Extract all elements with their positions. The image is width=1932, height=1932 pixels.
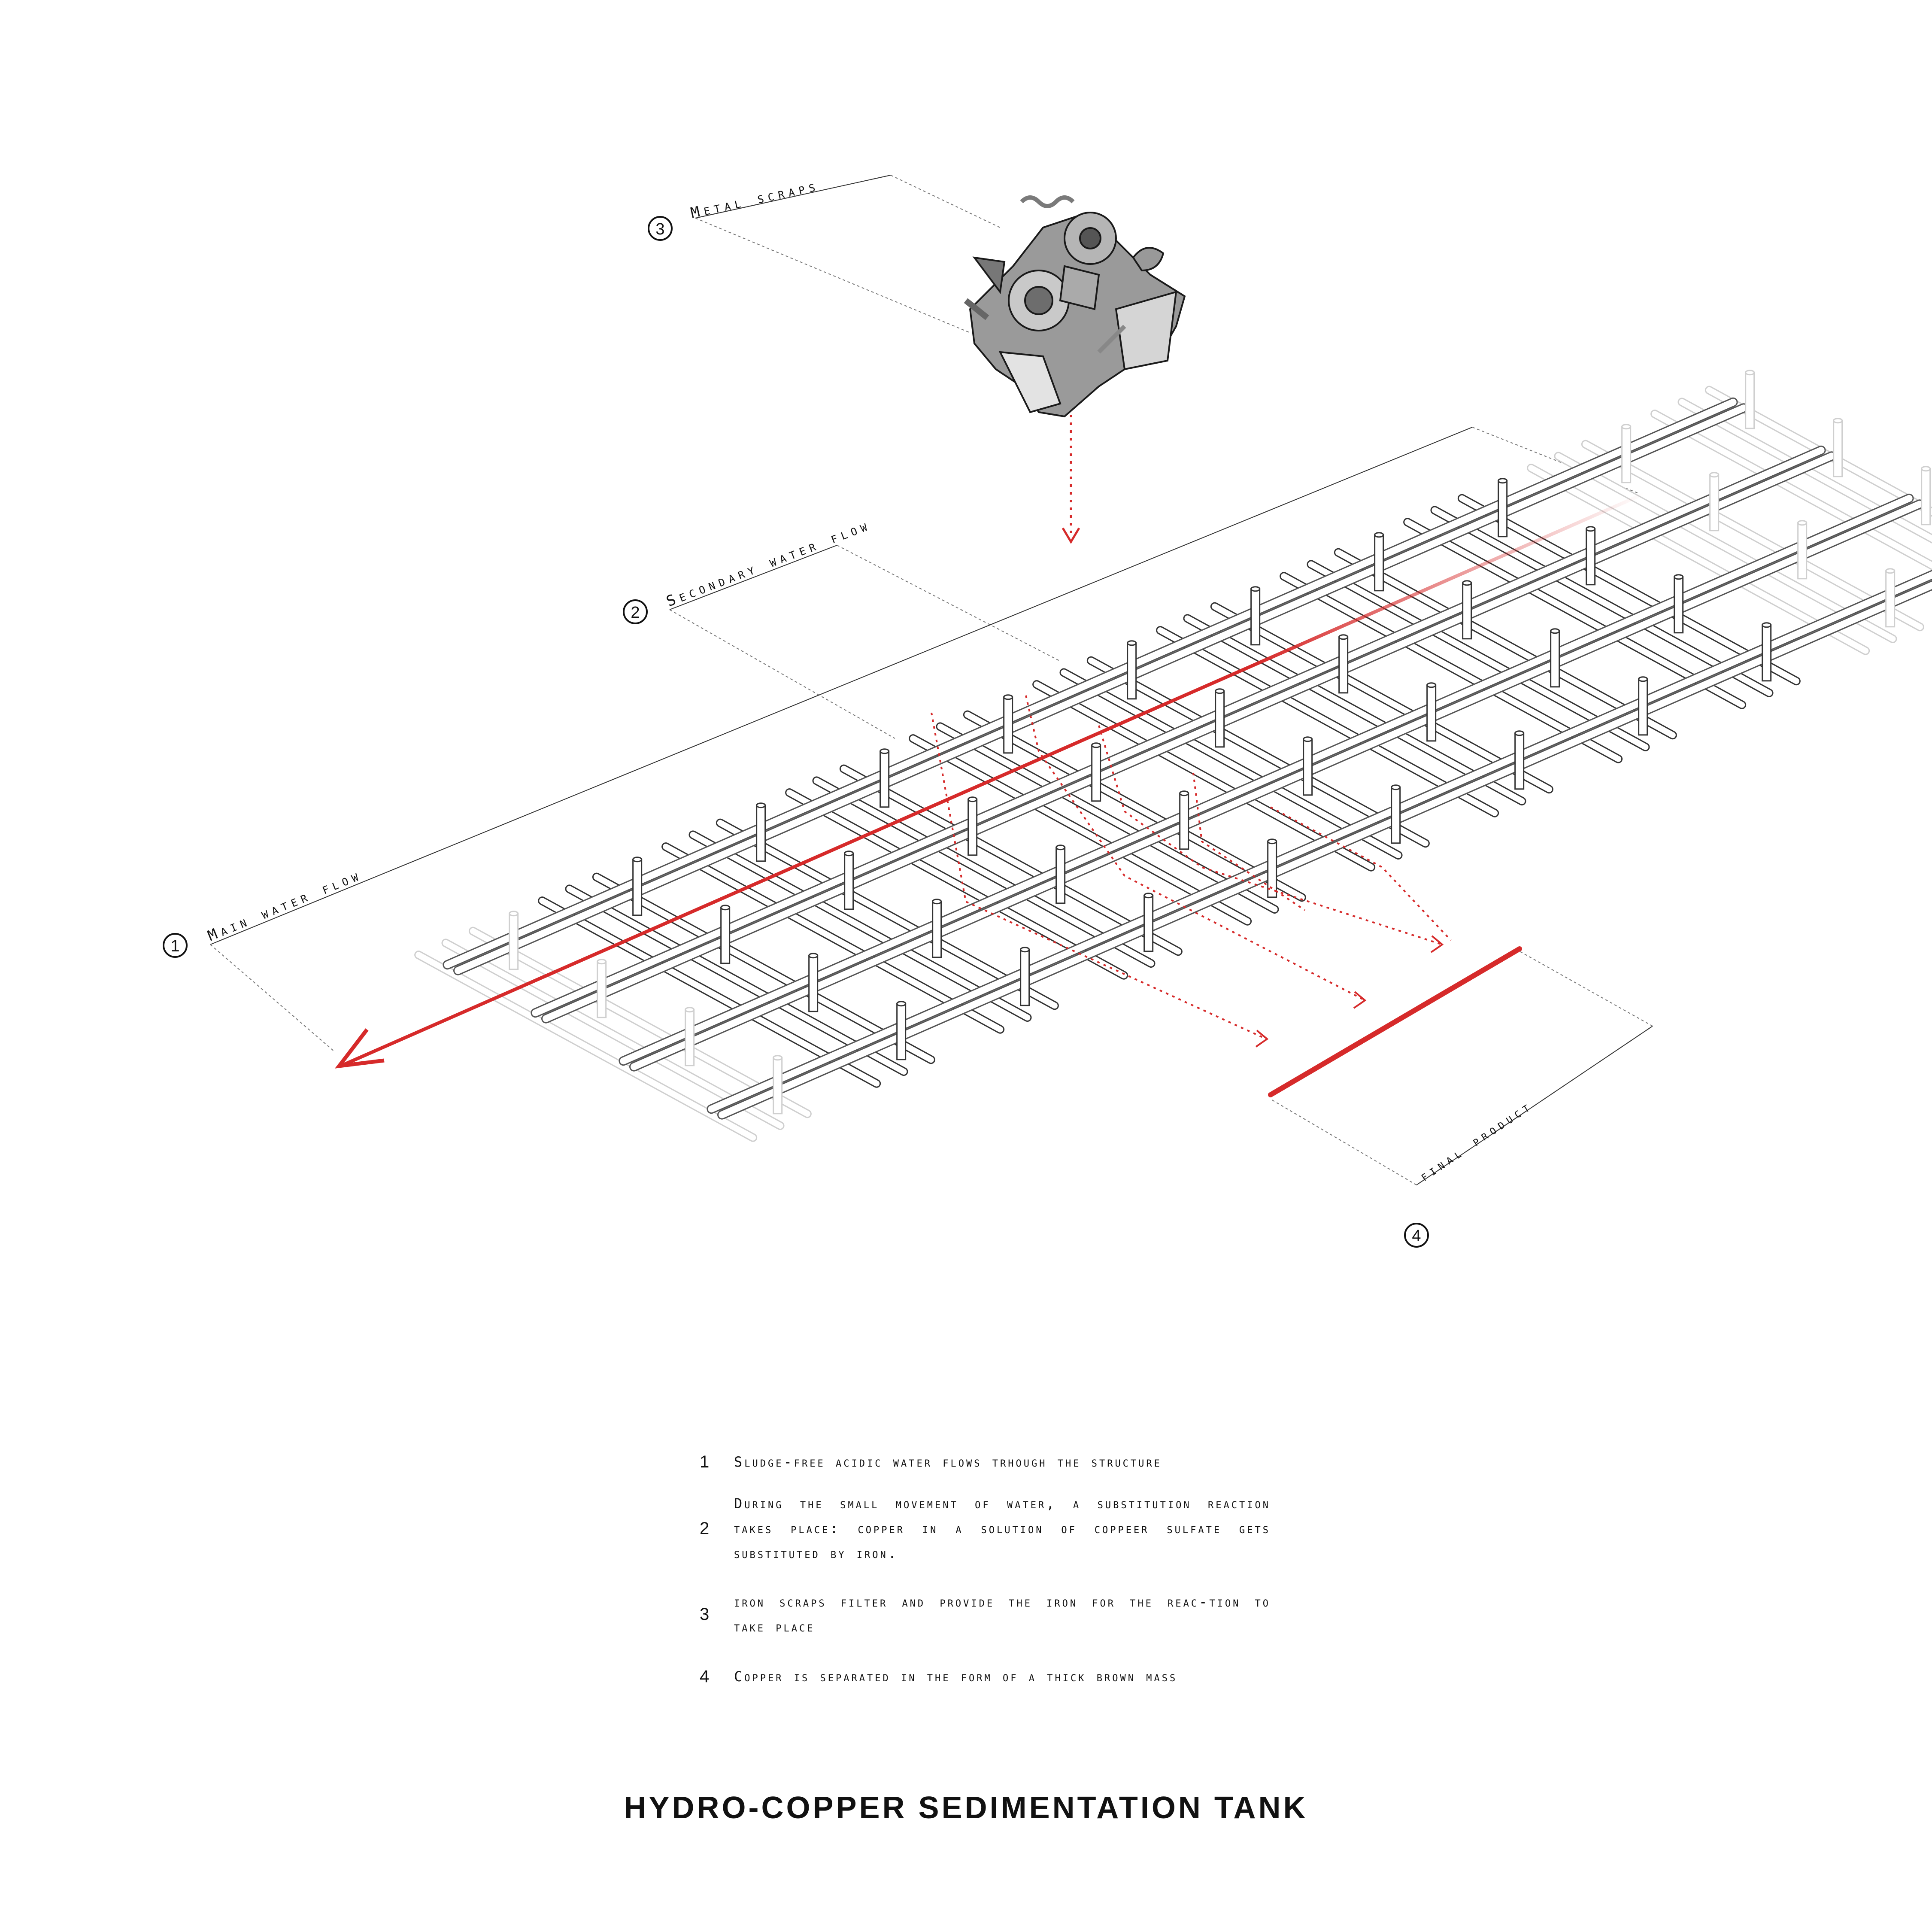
post [880,751,889,807]
post-cap [597,960,606,964]
post-cap [1463,581,1471,585]
post [1392,787,1400,843]
post-cap [633,857,642,862]
callout-3 [649,177,821,240]
post-cap [1798,521,1807,525]
post [1216,691,1224,747]
post-cap [1216,689,1224,693]
callout-label: Metal scraps [689,177,821,222]
post-cap [1639,677,1647,681]
post [1498,481,1507,537]
pipe-fill [419,955,753,1138]
post [845,854,853,909]
post-cap [721,905,730,910]
post [1922,469,1930,525]
post [1004,697,1013,753]
post-cap [1056,845,1065,850]
post [1622,427,1631,483]
post [1128,643,1136,699]
post [1639,679,1647,735]
note-item [700,1440,1271,1483]
callout-leaders [210,175,1653,1185]
callout-number: 3 [655,220,665,238]
callout-number: 1 [170,937,180,955]
post-cap [773,1056,782,1060]
post [1798,523,1807,579]
callout-label: final product [1417,1097,1536,1185]
post [1551,631,1559,687]
post [1427,685,1436,741]
post-cap [1674,575,1683,579]
callout-1 [164,866,364,957]
post-cap [1834,419,1842,423]
note-text: Copper is separated in the form of a thick brown mass [734,1668,1178,1685]
post-cap [1551,629,1559,633]
post [510,914,518,969]
post [1144,896,1153,951]
post [809,956,818,1012]
post-cap [1498,479,1507,483]
post-cap [809,954,818,958]
post-cap [1268,839,1277,844]
callout-4 [1405,1097,1536,1247]
metal-scraps-illustration [966,197,1185,416]
final-product-bar [1271,949,1520,1095]
post [685,1010,694,1066]
pipe-fill [458,408,1744,970]
post [773,1058,782,1114]
post [1762,625,1771,681]
note-item [700,1574,1271,1655]
page-title: HYDRO-COPPER SEDIMENTATION TANK [624,1791,1308,1825]
callout-label: Main water flow [205,866,365,945]
post-cap [880,749,889,753]
callout-2 [624,516,873,623]
post [1056,848,1065,903]
tank-structure [419,371,1932,1138]
post-cap [1515,731,1524,735]
post-cap [933,899,941,904]
post-cap [1392,785,1400,790]
post [1746,373,1754,428]
post-cap [1144,893,1153,898]
note-item [700,1483,1271,1574]
main-water-flow-line [343,494,1644,1065]
post [1375,535,1383,591]
post-cap [1427,683,1436,687]
post-cap [1710,473,1719,477]
note-number: 1 [700,1452,710,1471]
callout-number: 4 [1412,1227,1421,1245]
post [1515,733,1524,789]
note-number: 4 [700,1667,710,1686]
post-cap [1339,635,1348,639]
post-cap [685,1008,694,1012]
post-cap [1762,623,1771,627]
note-text: During the small movement of water, a substitution reaction takes place: copper in a solution of coppeer sulfate gets substituted by iron. [734,1495,1271,1561]
note-text: iron scraps filter and provide the iron for the reac-tion to take place [734,1594,1271,1635]
post-cap [968,797,977,802]
post-cap [1128,641,1136,645]
post [1463,583,1471,639]
post [1021,950,1029,1005]
post [1304,739,1312,795]
post-cap [1004,695,1013,699]
post-cap [1092,743,1101,747]
post [721,908,730,963]
post-cap [1180,791,1189,796]
post-cap [1375,533,1383,537]
post [1886,571,1895,627]
post [897,1004,906,1060]
post-cap [897,1002,906,1006]
post-cap [1622,425,1631,429]
post [1834,421,1842,477]
post [933,902,941,957]
post [757,805,765,861]
post [597,962,606,1018]
post [633,860,642,915]
callout-number: 2 [631,604,640,622]
post-cap [1922,467,1930,471]
post-cap [510,911,518,916]
post-cap [1746,371,1754,375]
main-flow-arrow [339,1030,384,1066]
note-number: 2 [700,1519,710,1538]
post-cap [845,851,853,856]
post [1674,577,1683,633]
post [1092,745,1101,801]
note-item [700,1655,1271,1698]
post [968,799,977,855]
post [1180,793,1189,849]
post [1586,529,1595,585]
post-cap [1251,587,1260,591]
post-cap [1304,737,1312,741]
post [1710,475,1719,531]
post [1251,589,1260,645]
post-cap [1886,569,1895,573]
post-cap [1021,948,1029,952]
drop-arrow [1063,528,1079,542]
post [1339,637,1348,693]
note-number: 3 [700,1604,710,1624]
post-cap [757,803,765,808]
note-text: Sludge-free acidic water flows trhough the structure [734,1454,1162,1470]
post-cap [1586,527,1595,531]
callout-label: Secondary water flow [664,516,873,611]
pipe-fill [546,456,1832,1018]
notes-list [700,1440,1271,1698]
